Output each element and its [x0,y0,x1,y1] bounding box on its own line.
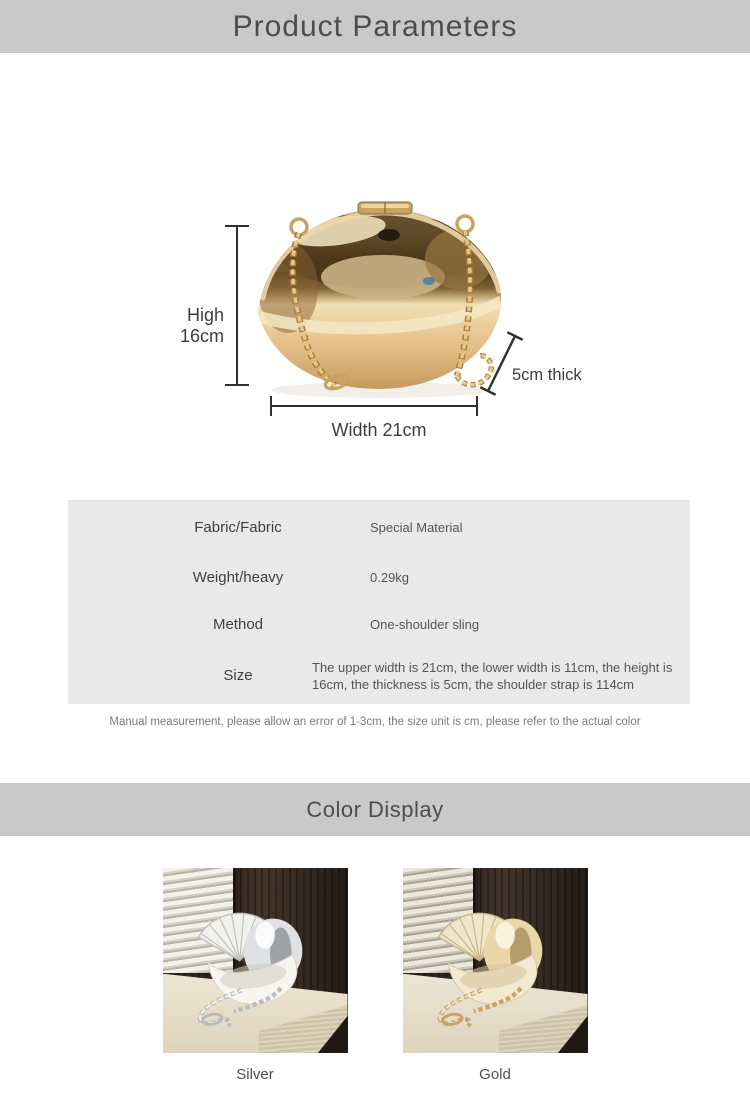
gold-shell-bag [423,896,560,1029]
product-parameters-title: Product Parameters [232,9,518,43]
height-measure-line [236,226,238,386]
dimension-diagram [0,53,750,500]
color-option-silver [163,868,348,1083]
color-caption-gold: Gold [479,1066,511,1083]
spec-value-size: The upper width is 21cm, the lower width is 11cm, the height is 16cm, the thickness is 5cm, the shoulder strap is 114cm [312,659,673,692]
width-label: Width 21cm [331,420,427,440]
spec-label-fabric: Fabric/Fabric [194,518,282,536]
spec-label-weight: Weight/heavy [192,568,284,586]
silver-bag-photo [163,868,348,1053]
spec-label-size: Size [223,667,253,684]
width-measure-line [271,405,477,407]
gold-bag-photo [403,868,588,1053]
table-row [68,601,690,647]
silver-shell-bag [183,896,320,1029]
height-label: High 16cm [179,305,224,346]
color-caption-silver: Silver [236,1066,274,1083]
height-measure-cap-bottom [225,384,249,386]
height-measure-cap-top [225,225,249,227]
spec-label-method: Method [212,615,264,633]
spec-value-method: One-shoulder sling [370,616,480,632]
color-display-header [0,783,750,836]
color-option-gold [403,868,588,1083]
product-parameters-header [0,0,750,53]
table-row [68,647,690,704]
spec-value-fabric: Special Material [370,519,463,535]
spec-value-weight: 0.29kg [370,569,410,585]
color-display-title: Color Display [306,796,444,822]
color-options-row [0,868,750,1083]
width-measure-tick-left [270,396,272,416]
thickness-label: 5cm thick [512,366,582,384]
table-row [68,553,690,601]
spec-table [68,500,690,704]
measurement-note: Manual measurement, please allow an error of 1-3cm, the size unit is cm, please refer to the actual color [109,716,641,728]
table-row [68,501,690,553]
